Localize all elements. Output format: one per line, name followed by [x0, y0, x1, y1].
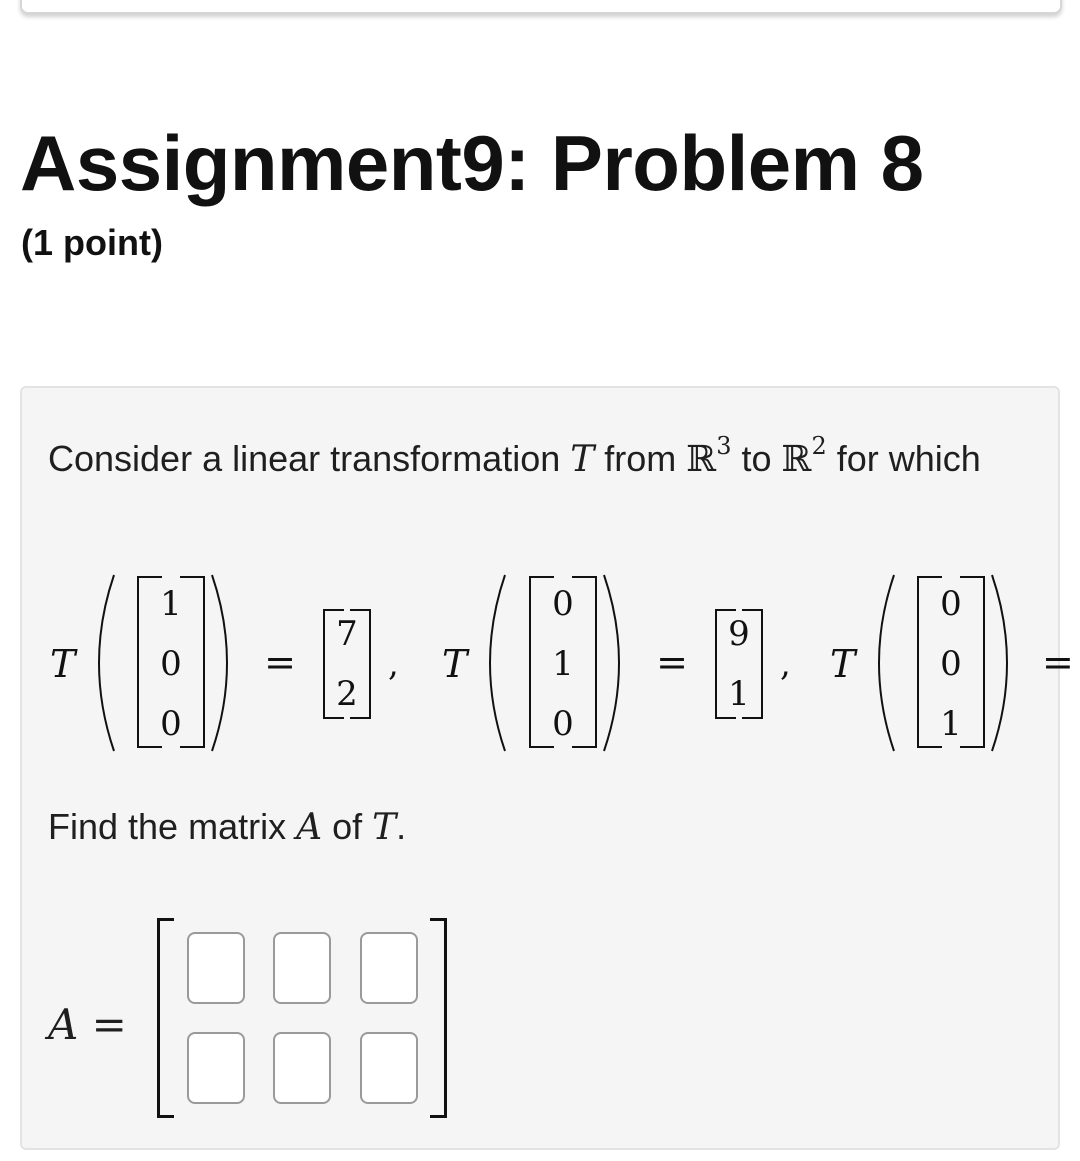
codomain-symbol: ℝ	[781, 439, 812, 480]
answer-cell-r1c3[interactable]	[360, 932, 418, 1004]
eq1-input-2: 0	[160, 644, 182, 684]
var-T-find: T	[372, 807, 397, 848]
var-A: A	[296, 807, 323, 848]
point-value: (1 point)	[21, 222, 163, 263]
answer-cell-r2c1[interactable]	[187, 1032, 245, 1104]
intro-text: Consider a linear transformation	[48, 438, 571, 479]
answer-right-bracket	[430, 918, 447, 1118]
eq1-output-2: 2	[336, 674, 358, 714]
answer-left-bracket	[157, 918, 174, 1118]
answer-label: A =	[48, 1000, 127, 1049]
answer-cell-r1c2[interactable]	[273, 932, 331, 1004]
to-text: to	[731, 438, 782, 479]
of-text: of	[322, 806, 373, 847]
comma-2: ,	[780, 644, 791, 684]
eq2-input-3: 0	[552, 704, 574, 744]
eq1-input-1: 1	[160, 584, 182, 624]
operator-T-3: T	[830, 642, 856, 686]
domain-symbol: ℝ	[686, 439, 717, 480]
period: .	[396, 806, 407, 847]
page-title: Assignment9: Problem 8	[20, 119, 924, 207]
eq2-input-2: 1	[552, 644, 574, 684]
top-navigation-bar	[20, 0, 1062, 14]
eq2-output-2: 1	[728, 674, 750, 714]
codomain-exponent: 2	[811, 432, 827, 460]
eq3-input-3: 1	[940, 704, 962, 744]
equals-1: =	[264, 640, 296, 684]
problem-statement	[48, 422, 1008, 488]
answer-cell-r2c3[interactable]	[360, 1032, 418, 1104]
answer-cell-r1c1[interactable]	[187, 932, 245, 1004]
problem-box	[20, 386, 1074, 1150]
for-which-text: for which	[826, 438, 981, 479]
var-T: T	[570, 439, 595, 480]
operator-T-2: T	[442, 642, 468, 686]
find-text: Find the matrix	[48, 806, 297, 847]
eq2-input-1: 0	[552, 584, 574, 624]
equals-2: =	[656, 640, 688, 684]
operator-T-1: T	[50, 642, 76, 686]
eq2-output-1: 9	[728, 614, 750, 654]
domain-exponent: 3	[716, 432, 732, 460]
answer-cell-r2c2[interactable]	[273, 1032, 331, 1104]
equals-3: =	[1042, 640, 1074, 684]
comma-1: ,	[388, 644, 399, 684]
eq3-input-1: 0	[940, 584, 962, 624]
eq3-input-2: 0	[940, 644, 962, 684]
from-text: from	[594, 438, 687, 479]
transformation-equations	[22, 563, 1074, 763]
eq1-output-1: 7	[336, 614, 358, 654]
eq1-input-3: 0	[160, 704, 182, 744]
find-instruction	[48, 806, 406, 848]
